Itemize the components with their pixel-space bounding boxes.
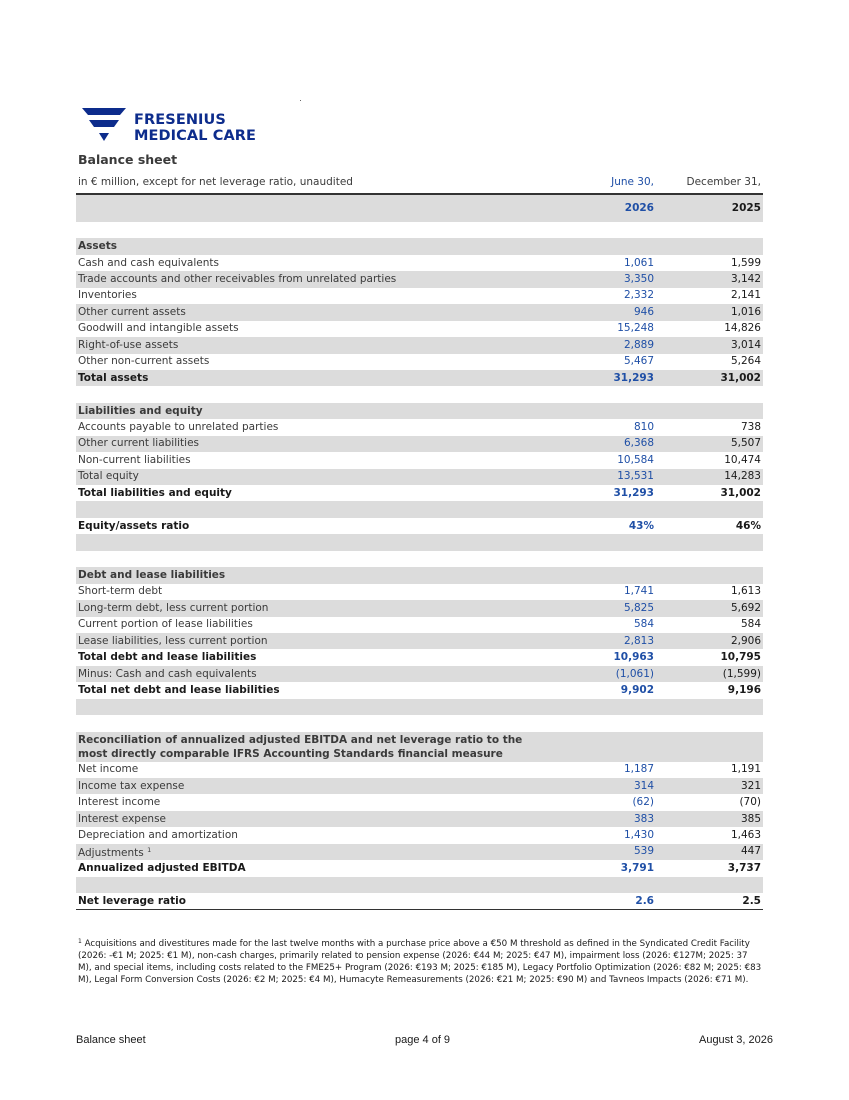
page-number: page 4 of 9 (395, 1034, 451, 1046)
net-debt-row: Total net debt and lease liabilities 9,902 9,196 (78, 683, 761, 696)
section-heading-assets: Assets (76, 238, 763, 254)
minus-cash-row: Minus: Cash and cash equivalents (1,061) (1,599) (76, 666, 763, 682)
stray-dot (300, 100, 301, 101)
spacer-row (76, 699, 763, 715)
adjustments-row: Adjustments $^1$ 539 447 (78, 845, 761, 859)
fresenius-logo-icon (80, 106, 128, 144)
table-row: Cash and cash equivalents 1,061 1,599 (78, 256, 761, 269)
total-row-assets: Total assets 31,293 31,002 (76, 370, 763, 386)
table-row: Interest income (62) (70) (78, 796, 761, 809)
footer-date: August 3, 2026 (698, 1034, 773, 1046)
net-leverage-row: Net leverage ratio 2.6 2.5 (76, 893, 763, 909)
footer-left: Balance sheet (76, 1034, 146, 1046)
logo-line-2: MEDICAL CARE (134, 128, 257, 144)
table-row: Right-of-use assets 2,889 3,014 (76, 337, 763, 353)
spacer-row (76, 222, 763, 238)
table-row: Non-current liabilities 10,584 10,474 (78, 453, 761, 466)
table-row: Long-term debt, less current portion 5,825 5,692 (76, 600, 763, 616)
spacer-row (76, 551, 763, 567)
section-heading-reconciliation (76, 732, 763, 762)
table-row: Trade accounts and other receivables from unrelated parties 3,350 3,142 (76, 271, 763, 287)
footnote-number: 1 (78, 938, 82, 945)
spacer-row (76, 386, 763, 402)
table-row: Other non-current assets 5,467 5,264 (78, 355, 761, 368)
footnote-marker: 1 (147, 845, 152, 854)
spacer-row (76, 501, 763, 517)
company-logo (80, 106, 280, 146)
reconciliation-heading-line-2: most directly comparable IFRS Accounting Standards financial measure (78, 747, 503, 760)
year-row (76, 195, 763, 222)
table-row: Net income 1,187 1,191 (78, 763, 761, 776)
column-current-date: June 30, (611, 176, 654, 188)
balance-sheet-table (76, 195, 763, 910)
logo-wordmark (134, 112, 256, 144)
table-row: Lease liabilities, less current portion 2,813 2,906 (76, 633, 763, 649)
adjustments-label: Adjustments (78, 846, 144, 859)
total-row-debt: Total debt and lease liabilities 10,963 10,795 (78, 651, 761, 664)
spacer-row (76, 715, 763, 731)
year-prior: 2025 (656, 195, 763, 222)
table-row: Goodwill and intangible assets 15,248 14,826 (78, 322, 761, 335)
table-row: Income tax expense 314 321 (76, 778, 763, 794)
table-row: Accounts payable to unrelated parties 810 738 (78, 420, 761, 433)
table-row: Current portion of lease liabilities 584 584 (78, 618, 761, 631)
footnote-text: Acquisitions and divestitures made for the last twelve months with a purchase price above a €50 M threshold as defined in the Syndicated Credit Facility (2026: -€1 M; 2025: €1 M), non-cash charges, primarily related to pension expense (2026: €44 M; 2025: €47 M), impairment loss (2026: €127M; 2025: 37 M), and special items, including costs related to the FME25+ Program (2026: €193 M; 2025: €185 M), Legacy Portfolio Optimization (2026: €82 M; 2025: €83 M), Legal Form Conversion Costs (2026: €2 M; 2025: €4 M), Humacyte Remeasurements (2026: €21 M; 2025: €90 M) and Tavneos Impacts (2026: €71 M). (78, 939, 762, 985)
page-title: Balance sheet (78, 152, 178, 167)
table-row: Short-term debt 1,741 1,613 (78, 585, 761, 598)
total-row-liabilities: Total liabilities and equity 31,293 31,002 (78, 486, 761, 499)
table-row: Interest expense 383 385 (76, 811, 763, 827)
spacer-row (76, 534, 763, 550)
section-heading-liabilities: Liabilities and equity (76, 403, 763, 419)
table-header (78, 176, 763, 190)
column-prior-date: December 31, (686, 176, 761, 188)
footnote (78, 936, 763, 986)
year-current: 2026 (555, 195, 656, 222)
table-row: Total equity 13,531 14,283 (76, 469, 763, 485)
equity-ratio-row: Equity/assets ratio 43% 46% (78, 519, 761, 532)
reconciliation-heading-line-1: Reconciliation of annualized adjusted EBITDA and net leverage ratio to the (78, 733, 523, 746)
spacer-row (76, 877, 763, 893)
table-row: Other current liabilities 6,368 5,507 (76, 436, 763, 452)
logo-line-1: FRESENIUS (134, 112, 226, 128)
ebitda-row: Annualized adjusted EBITDA 3,791 3,737 (78, 861, 761, 874)
section-heading-debt: Debt and lease liabilities (76, 567, 763, 583)
table-subtitle: in € million, except for net leverage ratio, unaudited (78, 176, 353, 188)
table-row: Other current assets 946 1,016 (76, 304, 763, 320)
table-row: Inventories 2,332 2,141 (78, 289, 761, 302)
table-row: Depreciation and amortization 1,430 1,463 (78, 829, 761, 842)
